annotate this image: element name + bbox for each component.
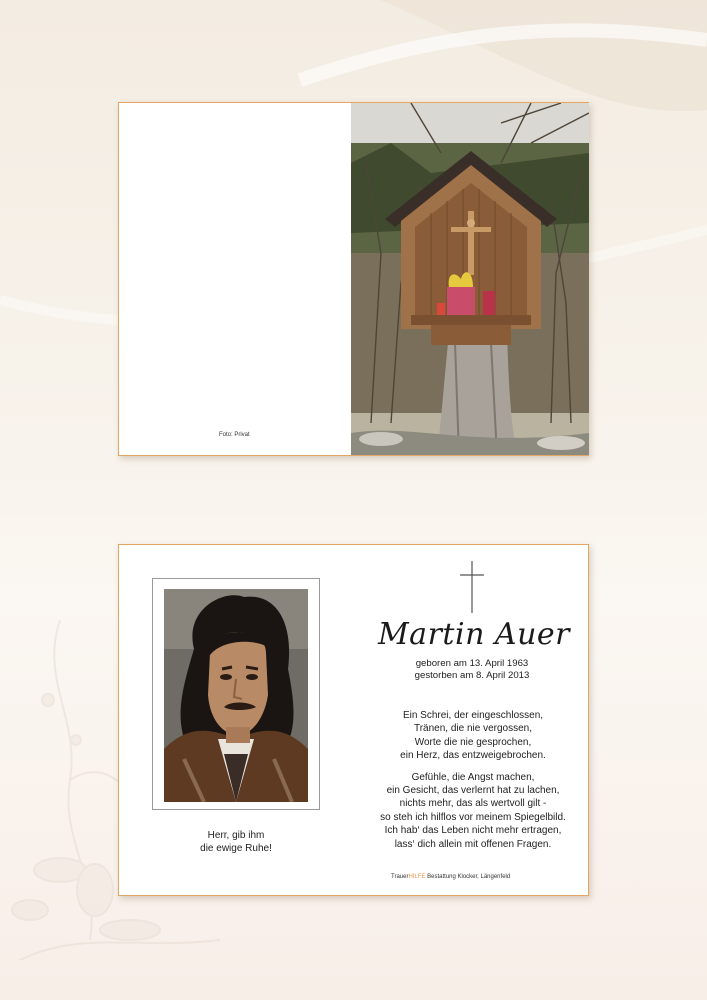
birth-date: geboren am 13. April 1963 [415, 658, 529, 669]
deceased-name: Martin Auer [377, 617, 571, 652]
poem-line: Worte die nie gesprochen, [414, 736, 532, 748]
poem-stanza [357, 771, 589, 851]
portrait-photo [164, 589, 308, 802]
footer-brand-prefix: Trauer [391, 874, 409, 880]
poem-stanza [357, 709, 589, 763]
cross-icon [460, 561, 484, 613]
life-dates [372, 658, 572, 682]
caption-line: Herr, gib ihm [207, 830, 265, 841]
poem-line: Ein Schrei, der eingeschlossen, [402, 710, 544, 721]
poem-line: Tränen, die nie vergossen, [413, 723, 533, 735]
portrait-frame [152, 578, 320, 810]
poem-line: so steh ich hilflos vor meinem Spiegelbild. [380, 811, 566, 823]
photo-credit: Foto: Privat [219, 432, 250, 438]
caption-line: die ewige Ruhe! [200, 843, 272, 854]
card-front [118, 102, 589, 456]
wayside-shrine-photo [351, 103, 589, 455]
death-date: gestorben am 8. April 2013 [414, 670, 530, 681]
poem-line: ein Herz, das entzweigebrochen. [400, 750, 546, 762]
undertaker-footer [391, 874, 591, 880]
poem-line: ein Gesicht, das verlernt hat zu lachen, [386, 785, 560, 797]
poem-line: Gefühle, die Angst machen, [411, 771, 535, 783]
poem-line: lass‘ dich allein mit offenen Fragen. [394, 838, 552, 850]
portrait-caption [149, 829, 323, 855]
memorial-poem [357, 709, 589, 859]
footer-undertaker: Bestattung Klocker, Längenfeld [425, 874, 511, 880]
card-back [118, 544, 589, 896]
poem-line: nichts mehr, das als wertvoll gilt - [399, 798, 547, 810]
footer-brand-accent: HILFE [408, 874, 426, 880]
poem-line: Ich hab‘ das Leben nicht mehr ertragen, [384, 825, 562, 837]
